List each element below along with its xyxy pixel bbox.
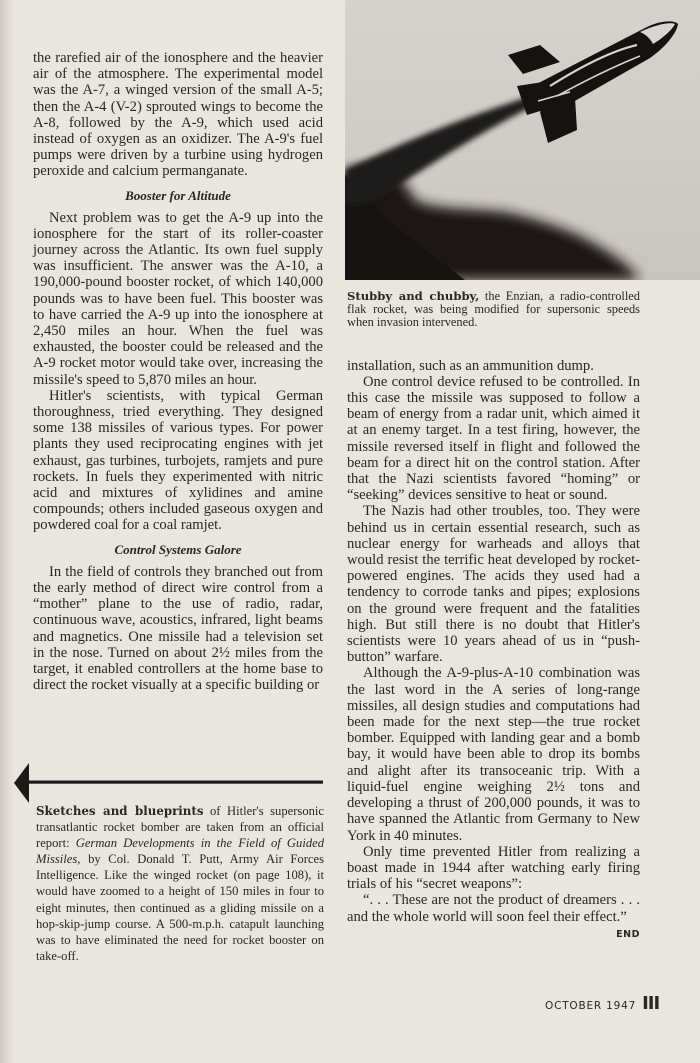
right-column-text xyxy=(347,357,640,940)
rocket-photo-illustration xyxy=(345,0,700,280)
article-paragraph: Only time prevented Hitler from realizing a boast made in 1944 after watching early firing trials of his “secret weapons”: xyxy=(347,843,640,893)
report-title: German Developments in the Field of Guided Missiles, xyxy=(36,836,325,867)
subheading: Booster for Altitude xyxy=(125,187,231,203)
right-column xyxy=(345,0,700,943)
article-paragraph: Next problem was to get the A-9 up into the ionosphere for the start of its roller-coaster journey across the Atlantic. Its own fuel supply was insufficient. The answer was the A-10, a 190,000-pound booster rocket, of which 140,000 pounds was to have been fuel. This booster was to have carried the A-9 up into the ionosphere at 2,450 miles an hour. When the fuel was exhausted, the booster could be released and the A-9 rocket motor would take over, increasing the missile's speed to 5,870 miles an hour. xyxy=(33,209,323,388)
enzian-rocket-photo xyxy=(345,0,700,280)
left-arrow-pointer-icon xyxy=(14,763,324,803)
article-paragraph xyxy=(347,892,640,940)
caption-text: by Col. Donald T. Putt, Army Air Forces Intelligence. Like the winged rocket (on page 108), it would have zoomed to a height of 150 miles in four to eight minutes, then continued as a gliding missile on a hop-skip-jump course. A 500-m.p.h. catapult launching was to have eliminated the need for rocket booster on take-off. xyxy=(36,852,324,963)
article-paragraph: Hitler's scientists, with typical German thoroughness, tried everything. They designed some 138 missiles of various types. For power plants they used reciprocating engines with jet exhaust, gas turbines, turbojets, ramjets and pure rockets. In fuels they experimented with nitric acid and mixtures of xylidines and amine compounds; others included gaseous oxygen and powdered coal for a coal ramjet. xyxy=(33,387,323,534)
caption-lead: Stubby and chubby, xyxy=(347,289,480,303)
article-paragraph: Although the A-9-plus-A-10 combination was the last word in the A series of long-range missiles, all design studies and computations had been made for the next step—the true rocket bomber. Equipped with landing gear and a bomb bay, it would have been able to drop its bombs and alight after its transoceanic trip. With a liquid-fuel engine weighing 2½ tons and developing a thrust of 200,000 pounds, it was to have spanned the Atlantic from Germany to New York in 40 minutes. xyxy=(347,665,640,844)
article-paragraph: The Nazis had other troubles, too. They were behind us in certain essential research, such as nuclear energy for warheads and alloys that would resist the terrific heat developed by rocket-powered engines. The acids they used had a tendency to corrode tanks and pipes; explosions on the ground were frequent and the fatalities high. But still there is no doubt that Hitler's scientists were 10 years ahead of us in “push-button” warfare. xyxy=(347,503,640,666)
article-paragraph: installation, such as an ammunition dump. xyxy=(347,357,594,374)
article-paragraph: the rarefied air of the ionosphere and the heavier air of the atmosphere. The experimental model was the A-7, a winged version of the small A-5; then the A-4 (V-2) sprouted wings to become the A-8, followed by the A-9, which used acid instead of oxygen as an oxidizer. The A-9's fuel pumps were driven by a turbine using hydrogen peroxide and calcium permanganate. xyxy=(33,50,323,180)
article-paragraph: One control device refused to be controlled. In this case the missile was supposed to follow a beam of energy from a radar unit, which aimed it at an enemy target. In a test firing, however, the missile reversed itself in flight and followed the beam for a direct hit on the control station. After that the Nazi scientists favored “homing” or “seeking” devices sensitive to heat or sound. xyxy=(347,373,640,504)
caption-text: of Hitler's supersonic transatlantic rocket bomber are taken from an official report: xyxy=(36,804,325,851)
page-footer xyxy=(545,993,660,1014)
photo-caption xyxy=(347,290,640,330)
caption-lead: Sketches and blueprints xyxy=(36,804,204,818)
caption-text: the Enzian, a radio-controlled flak rocket, was being modified for supersonic speeds when invasion intervened. xyxy=(347,289,640,330)
subheading: Control Systems Galore xyxy=(114,541,242,557)
left-column xyxy=(33,50,323,693)
article-paragraph: In the field of controls they branched out from the early method of direct wire control from a “mother” plane to the use of radio, radar, continuous wave, acoustics, infrared, light beams and magnetics. One missile had a television set in the nose. Turned on about 2½ miles from the target, it enabled controllers at the home base to direct the rocket visually at a specific building or xyxy=(33,563,323,694)
issue-date: OCTOBER 1947 xyxy=(545,1000,637,1012)
illustration-caption xyxy=(36,803,324,964)
page-gutter-shadow xyxy=(0,0,14,1063)
closing-quote: “. . . These are not the product of dreamers . . . and the whole world will soon feel their effect.” xyxy=(347,892,640,925)
end-mark: END xyxy=(616,928,640,940)
page-number: III xyxy=(642,993,660,1014)
